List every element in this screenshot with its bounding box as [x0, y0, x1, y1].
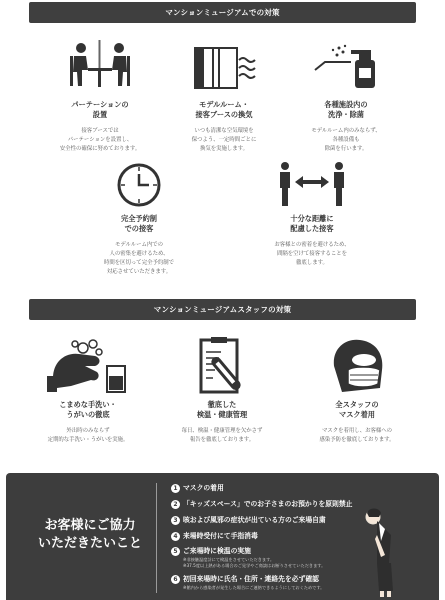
- clock-icon: [111, 160, 167, 210]
- number-badge: 1: [171, 484, 180, 493]
- request-item: 4 来場時受付にて手指消毒: [171, 531, 258, 541]
- measure-description: モデルルーム内での 人の密集を避けるため、 時間を区切って完全予約制で 対応させていただきます。: [103, 242, 175, 275]
- measure-title: パーテーションの 設置: [71, 100, 129, 119]
- measure-title: こまめな手洗い・ うがいの徹底: [59, 400, 117, 419]
- measure-handwash: [13, 338, 163, 445]
- bowing-staff-illustration: [355, 505, 405, 599]
- number-badge: 2: [171, 500, 180, 509]
- section-header-staff: マンションミュージアムスタッフの対策: [29, 299, 416, 320]
- number-badge: 5: [171, 547, 180, 556]
- ventilation-icon: [189, 40, 259, 96]
- measure-health-check: [147, 336, 297, 445]
- measure-description: お客様との密着を避けるため、 間隔を空けて接客することを 徹底します。: [274, 242, 350, 266]
- number-badge: 3: [171, 516, 180, 525]
- measure-title: 十分な距離に 配慮した接客: [290, 214, 334, 233]
- measure-mask: [282, 336, 432, 445]
- measure-distance: [237, 160, 387, 268]
- measure-title: 完全予約制 での接客: [121, 214, 157, 233]
- measure-title: モデルルーム・ 接客ブースの換気: [195, 100, 253, 119]
- thermometer-icon: [187, 336, 257, 396]
- divider: [156, 483, 157, 593]
- measure-description: マスクを着用し、お客様への 感染予防を徹底しております。: [319, 428, 395, 443]
- measure-title: 各種施設内の 洗浄・除菌: [324, 100, 368, 119]
- distance-icon: [277, 160, 347, 210]
- request-item: 2 「キッズスペース」でのお子さまのお預かりを原則禁止: [171, 499, 352, 509]
- section-header-facility: マンションミュージアムでの対策: [29, 2, 416, 23]
- measure-title: 徹底した 検温・健康管理: [196, 400, 248, 419]
- measure-description: モデルルーム内のみならず、 各種設備も 除菌を行います。: [311, 128, 381, 152]
- number-badge: 6: [171, 575, 180, 584]
- request-note: ※館内から感染者が発生した場合にご連絡できるようにしておくためです。: [183, 585, 325, 590]
- request-item: 1 マスクの着用: [171, 483, 224, 493]
- measure-description: 外出時のみならず 定期的な手洗い・うがいを実施。: [47, 428, 129, 443]
- handwash-icon: [43, 338, 133, 396]
- mask-icon: [322, 336, 392, 396]
- request-note: ※非接触温度計にて検温をさせていただきます。: [183, 557, 275, 562]
- measure-description: 毎日、検温・健康管理を欠かさず 報告を徹底しております。: [181, 428, 263, 443]
- request-item: 3 咳および風邪の症状が出ている方のご来場自粛: [171, 515, 326, 525]
- number-badge: 4: [171, 532, 180, 541]
- measure-title: 全スタッフの マスク着用: [335, 400, 379, 419]
- request-heading: お客様にご協力 いただきたいこと: [37, 518, 142, 551]
- measure-description: いつも清潔な空気環境を 保つよう、一定時間ごとに 換気を実施します。: [191, 128, 257, 152]
- measure-reservation: [64, 160, 214, 277]
- spray-icon: [311, 40, 381, 96]
- measure-description: 接客ブースでは パーテーションを設置し、 安全性の確保に努めております。: [59, 128, 141, 152]
- request-note: ※37.5度以上熱がある場合のご見学やご商談はお断りさせていただきます。: [183, 563, 326, 568]
- measure-disinfection: [271, 40, 421, 154]
- request-item: 6 初回来場時に氏名・住所・連絡先を必ず確認: [171, 574, 319, 584]
- request-item: 5 ご来場時に検温の実施: [171, 546, 251, 556]
- partition-icon: [68, 40, 132, 96]
